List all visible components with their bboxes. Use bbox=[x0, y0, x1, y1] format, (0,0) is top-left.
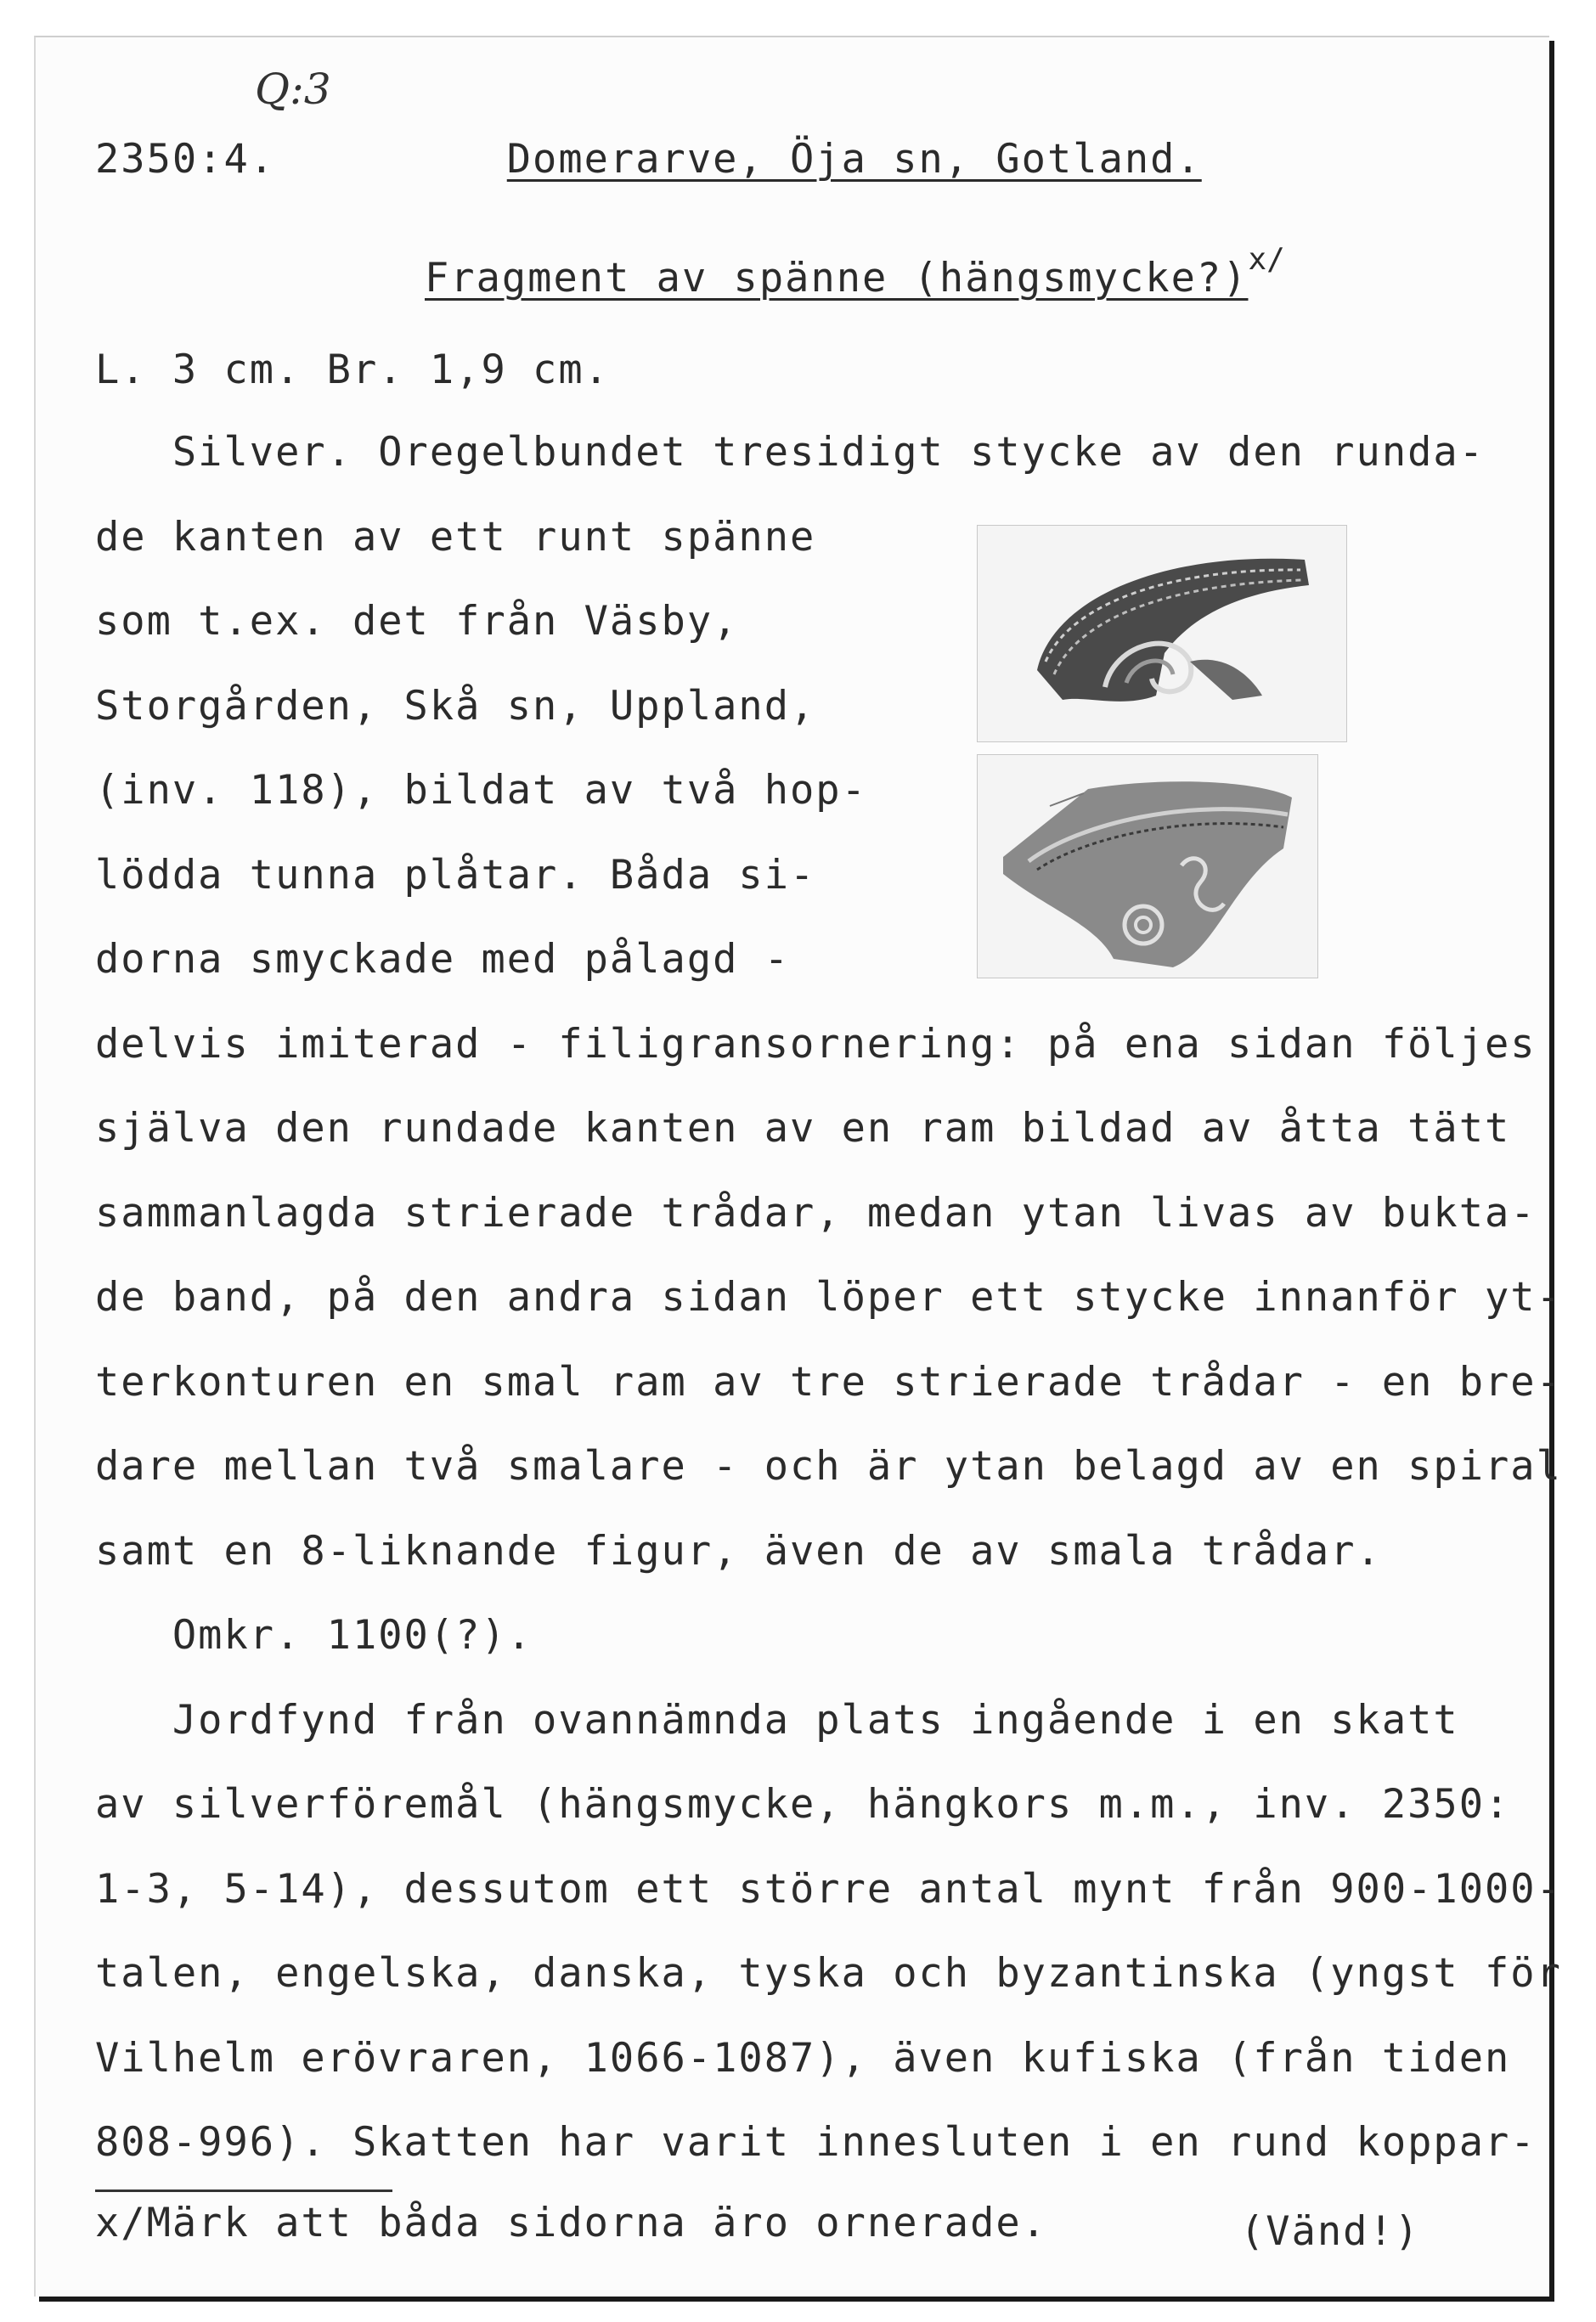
body-line: som t.ex. det från Väsby, bbox=[95, 598, 739, 645]
inventory-number: 2350:4. bbox=[95, 136, 276, 183]
body-line: lödda tunna plåtar. Båda si- bbox=[95, 852, 816, 899]
body-line: Vilhelm erövraren, 1066-1087), även kufiska (från tiden bbox=[95, 2035, 1511, 2082]
body-line: 1-3, 5-14), dessutom ett större antal mynt från 900-1000- bbox=[95, 1866, 1562, 1913]
body-line: Jordfynd från ovannämnda plats ingående i en skatt bbox=[95, 1697, 1459, 1744]
find-location: Domerarve, Öja sn, Gotland. bbox=[506, 136, 1202, 183]
footnote: x/Märk att båda sidorna äro ornerade. bbox=[95, 2200, 1047, 2246]
body-line: dorna smyckade med pålagd - bbox=[95, 936, 791, 983]
body-line: av silverföremål (hängsmycke, hängkors m.m., inv. 2350: bbox=[95, 1781, 1511, 1828]
body-line: de band, på den andra sidan löper ett stycke innanför yt- bbox=[95, 1274, 1562, 1321]
body-line: Silver. Oregelbundet tresidigt stycke av den runda- bbox=[95, 429, 1486, 476]
dimensions: L. 3 cm. Br. 1,9 cm. bbox=[95, 347, 610, 393]
turn-over-note: (Vänd!) bbox=[1240, 2208, 1421, 2255]
photo-fragment-side-a bbox=[977, 525, 1347, 742]
body-line: 808-996). Skatten har varit innesluten i en rund koppar- bbox=[95, 2119, 1537, 2166]
body-line: talen, engelska, danska, tyska och byzantinska (yngst för bbox=[95, 1950, 1562, 1997]
body-line: terkonturen en smal ram av tre strierade trådar - en bre- bbox=[95, 1359, 1562, 1406]
header-row bbox=[95, 136, 1202, 183]
title-footnote-mark: x/ bbox=[1248, 242, 1285, 277]
object-title-row bbox=[425, 242, 1285, 306]
footnote-rule bbox=[95, 2190, 392, 2192]
body-line: själva den rundade kanten av en ram bildad av åtta tätt bbox=[95, 1105, 1511, 1152]
body-line: sammanlagda strierade trådar, medan ytan livas av bukta- bbox=[95, 1190, 1537, 1237]
body-line: (inv. 118), bildat av två hop- bbox=[95, 767, 867, 814]
body-line: Omkr. 1100(?). bbox=[95, 1612, 533, 1659]
body-line: delvis imiterad - filigransornering: på ena sidan följes bbox=[95, 1021, 1537, 1068]
handwritten-reference: Q:3 bbox=[255, 65, 331, 114]
filigree-fragment-spiral-icon bbox=[978, 755, 1317, 978]
body-line: samt en 8-liknande figur, även de av smala trådar. bbox=[95, 1528, 1382, 1575]
body-line: Storgården, Skå sn, Uppland, bbox=[95, 683, 816, 730]
body-line: de kanten av ett runt spänne bbox=[95, 514, 816, 561]
body-line: dare mellan två smalare - och är ytan belagd av en spiral bbox=[95, 1443, 1562, 1490]
photo-fragment-side-b bbox=[977, 754, 1318, 978]
filigree-fragment-braided-rim-icon bbox=[978, 526, 1346, 741]
object-title: Fragment av spänne (hängsmycke?) bbox=[425, 255, 1249, 302]
